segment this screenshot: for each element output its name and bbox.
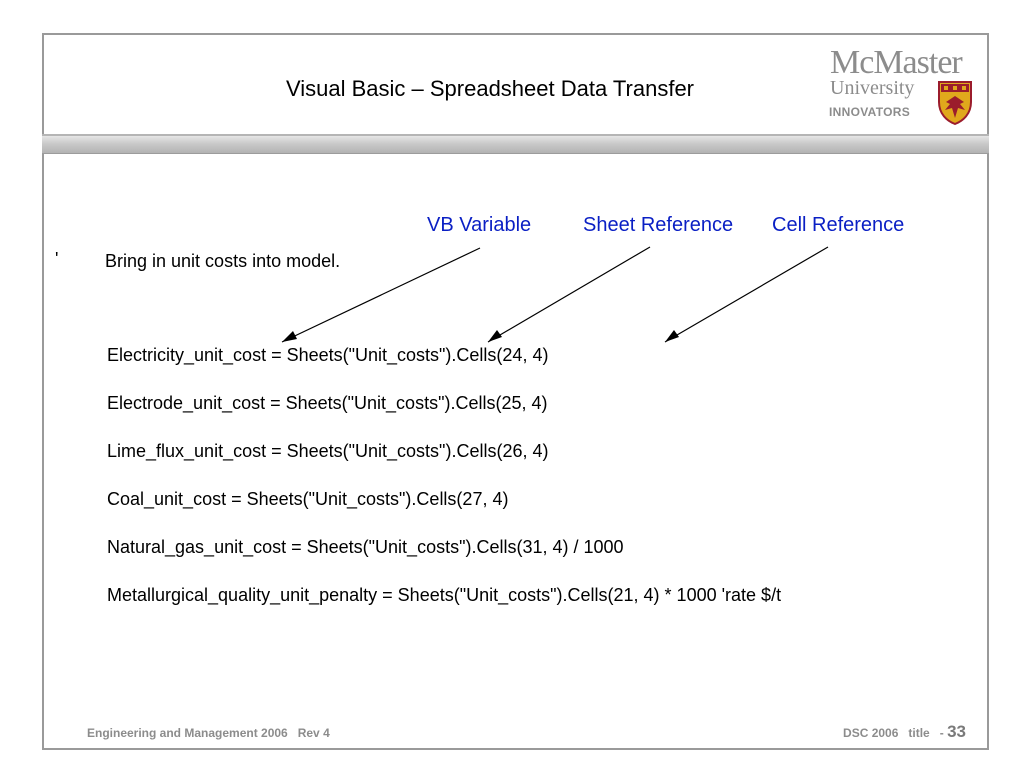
arrow-cell-reference	[665, 247, 828, 342]
code-line: Lime_flux_unit_cost = Sheets("Unit_costs").Cells(26, 4)	[107, 441, 549, 461]
logo-wordmark: McMaster	[830, 44, 962, 81]
arrow-vb-variable	[282, 248, 480, 342]
footer-page-info	[843, 722, 966, 742]
footer-label: DSC 2006 title -	[843, 726, 948, 740]
callout-sheet-reference: Sheet Reference	[583, 214, 734, 236]
code-line: Electricity_unit_cost = Sheets("Unit_costs").Cells(24, 4)	[107, 345, 549, 365]
comment-text: Bring in unit costs into model.	[105, 251, 341, 271]
footer-course: Engineering and Management 2006 Rev 4	[87, 726, 330, 740]
arrow-sheet-reference	[488, 247, 650, 342]
code-line: Metallurgical_quality_unit_penalty = Sheets("Unit_costs").Cells(21, 4) * 1000 'rate $/t	[107, 585, 782, 605]
code-line: Electrode_unit_cost = Sheets("Unit_costs").Cells(25, 4)	[107, 393, 548, 413]
page-number: 33	[947, 722, 966, 741]
logo-university: University	[830, 77, 915, 99]
arrowhead-cell-reference	[665, 330, 679, 342]
code-line: Natural_gas_unit_cost = Sheets("Unit_costs").Cells(31, 4) / 1000	[107, 537, 624, 557]
callout-vb-variable: VB Variable	[427, 214, 532, 236]
arrowhead-sheet-reference	[488, 330, 502, 342]
code-line: Coal_unit_cost = Sheets("Unit_costs").Cells(27, 4)	[107, 489, 509, 509]
slide-title: Visual Basic – Spreadsheet Data Transfer	[285, 76, 695, 101]
logo-tagline: INNOVATORS	[829, 105, 911, 119]
comment-mark: '	[55, 249, 59, 269]
callout-cell-reference: Cell Reference	[772, 214, 905, 236]
arrowhead-vb-variable	[282, 331, 297, 342]
